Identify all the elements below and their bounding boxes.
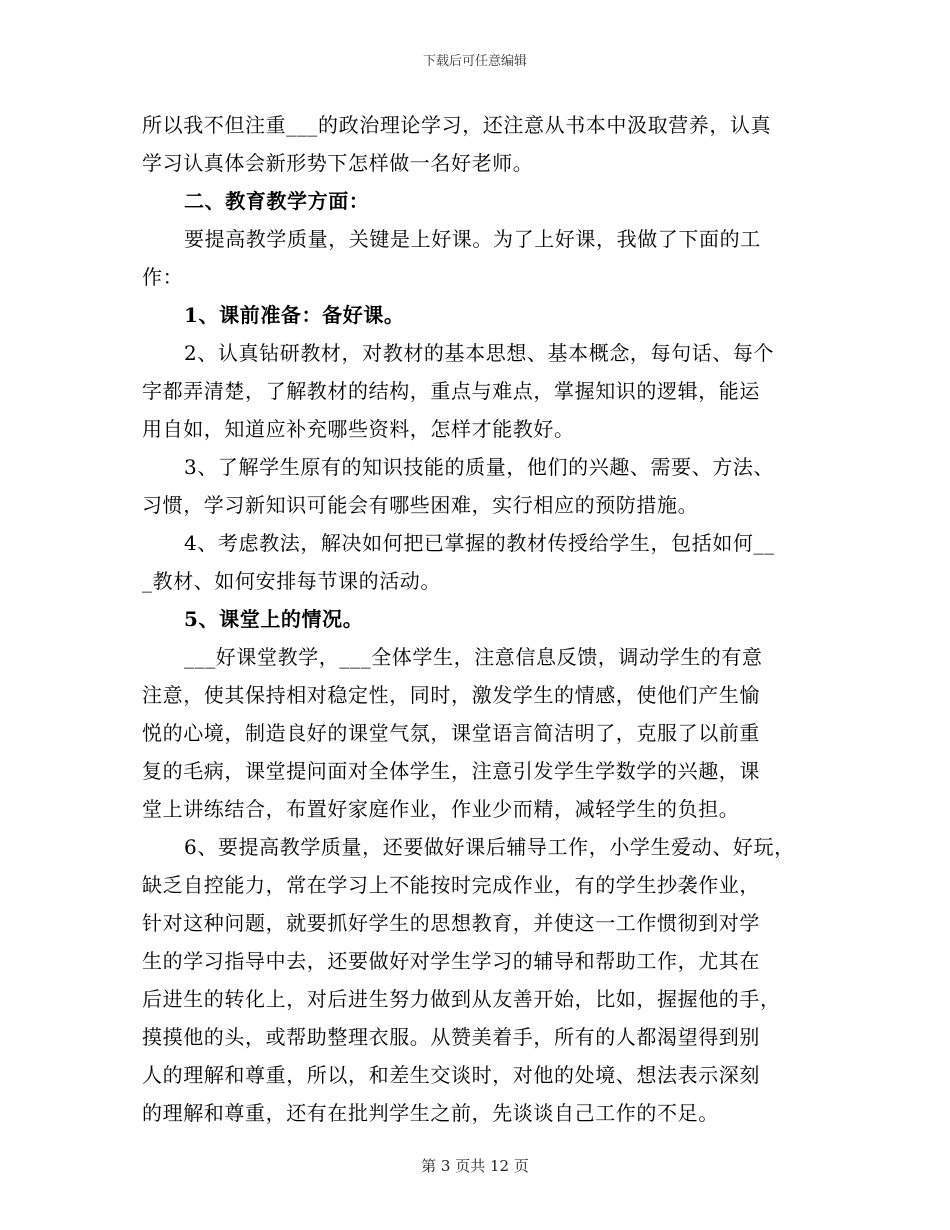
page-header: 下载后可任意编辑 (422, 54, 527, 69)
paragraph-line: 后进生的转化上，对后进生努力做到从友善开始，比如，握握他的手， (142, 987, 781, 1011)
document-body (142, 106, 818, 1132)
paragraph-line: 2、认真钻研教材，对教材的基本思想、基本概念，每句话、每个 (184, 341, 775, 365)
paragraph-line: 6、要提高教学质量，还要做好课后辅导工作，小学生爱动、好玩， (184, 835, 795, 859)
paragraph-line: 堂上讲练结合，布置好家庭作业，作业少而精，减轻学生的负担。 (142, 797, 740, 821)
paragraph-line: 字都弄清楚，了解教材的结构，重点与难点，掌握知识的逻辑，能运 (142, 379, 760, 403)
paragraph-line: 注意，使其保持相对稳定性，同时，激发学生的情感，使他们产生愉 (142, 683, 760, 707)
paragraph-line: 摸摸他的头，或帮助整理衣服。从赞美着手，所有的人都渴望得到别 (142, 1025, 760, 1049)
paragraph-line: 针对这种问题，就要抓好学生的思想教育，并使这一工作惯彻到对学 (142, 911, 760, 935)
paragraph-line: 要提高教学质量，关键是上好课。为了上好课，我做了下面的工 (184, 227, 761, 251)
paragraph-line: ___好课堂教学，___全体学生，注意信息反馈，调动学生的有意 (184, 645, 763, 669)
paragraph-line: 所以我不但注重___的政治理论学习，还注意从书本中汲取营养，认真 (142, 113, 772, 137)
paragraph-line: 作： (142, 265, 184, 289)
paragraph-line: 4、考虑教法，解决如何把已掌握的教材传授给学生，包括如何__ (184, 531, 775, 555)
paragraph-line: 人的理解和尊重，所以，和差生交谈时，对他的处境、想法表示深刻 (142, 1063, 760, 1087)
paragraph-line: 学习认真体会新形势下怎样做一名好老师。 (142, 151, 534, 175)
paragraph-line: 的理解和尊重，还有在批判学生之前，先谈谈自己工作的不足。 (142, 1101, 719, 1125)
page-number: 第 3 页共 12 页 (421, 1157, 529, 1175)
paragraph-line: 悦的心境，制造良好的课堂气氛，课堂语言简洁明了，克服了以前重 (142, 721, 760, 745)
paragraph-line: 用自如，知道应补充哪些资料，怎样才能教好。 (142, 417, 575, 441)
section-heading: 二、教育教学方面： (184, 189, 370, 213)
paragraph-line: 3、了解学生原有的知识技能的质量，他们的兴趣、需要、方法、 (184, 455, 775, 479)
paragraph-line: 复的毛病，课堂提问面对全体学生，注意引发学生学数学的兴趣，课 (142, 759, 760, 783)
subsection-heading: 1、课前准备：备好课。 (184, 303, 405, 327)
subsection-heading: 5、课堂上的情况。 (184, 607, 364, 631)
paragraph-line: 生的学习指导中去，还要做好对学生学习的辅导和帮助工作，尤其在 (142, 949, 760, 973)
paragraph-line: 习惯，学习新知识可能会有哪些困难，实行相应的预防措施。 (142, 493, 699, 517)
paragraph-line: 缺乏自控能力，常在学习上不能按时完成作业，有的学生抄袭作业， (142, 873, 760, 897)
paragraph-line: _教材、如何安排每节课的活动。 (142, 569, 441, 593)
